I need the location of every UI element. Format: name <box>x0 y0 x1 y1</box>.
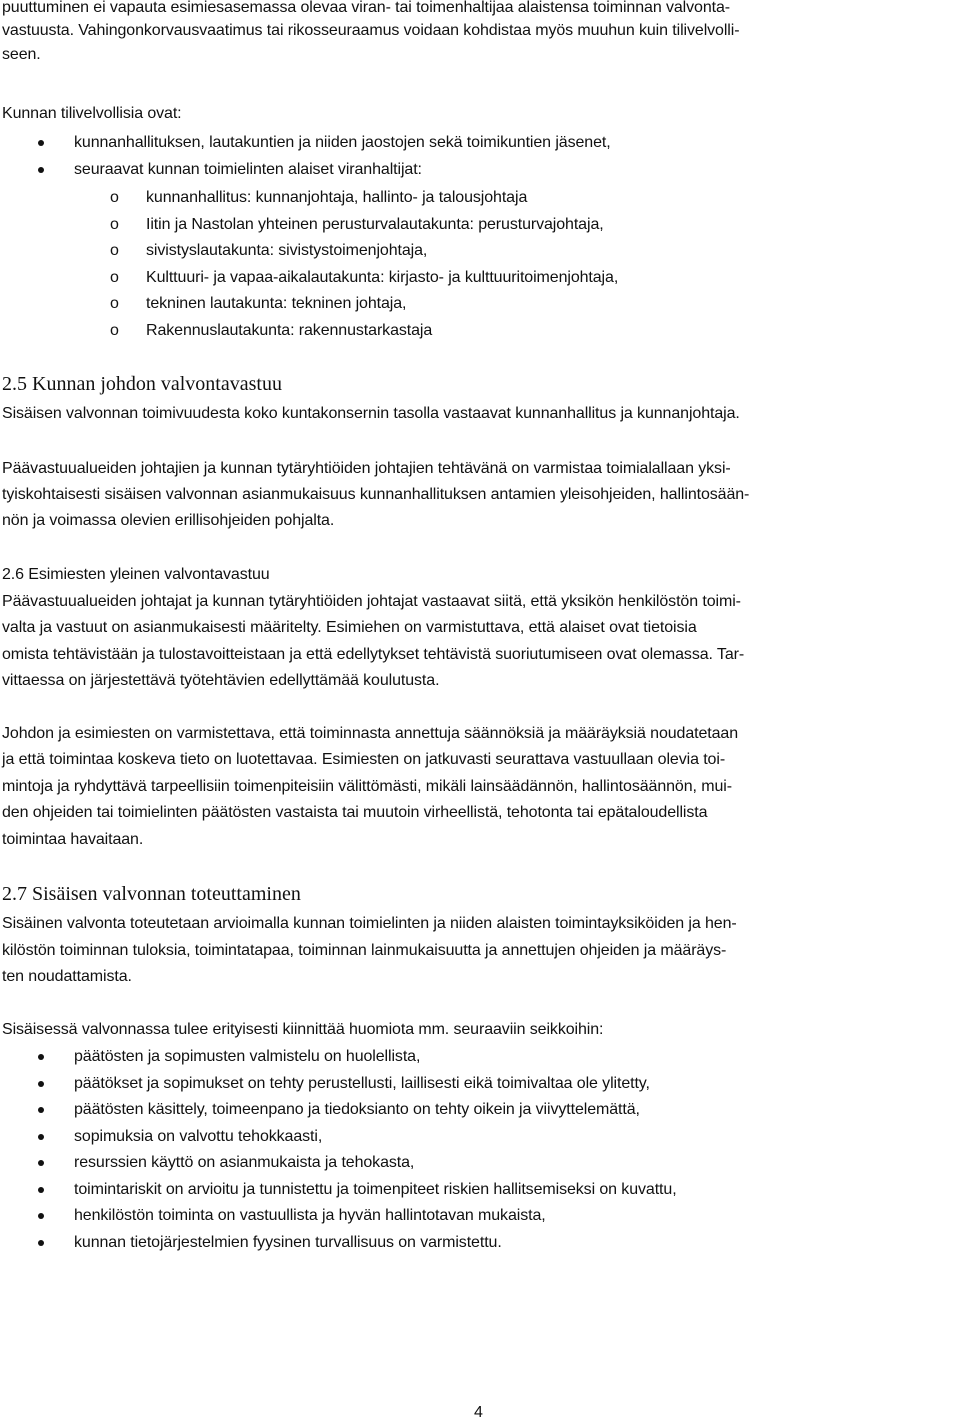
ring-bullet-icon: o <box>110 189 119 206</box>
sub-list-item: sivistyslautakunta: sivistystoimenjohtaja, <box>146 242 428 259</box>
paragraph-line: ten noudattamista. <box>2 968 132 985</box>
bullet-icon <box>38 1160 44 1166</box>
bullet-icon <box>38 1054 44 1060</box>
ring-bullet-icon: o <box>110 242 119 259</box>
list-item: seuraavat kunnan toimielinten alaiset viranhaltijat: <box>74 161 422 178</box>
paragraph-line: kilöstön toiminnan tuloksia, toimintatapaa, toiminnan lainmukaisuutta ja annettujen ohjeiden ja määräys- <box>2 942 727 959</box>
paragraph-line: tyiskohtaisesti sisäisen valvonnan asianmukaisuus kunnanhallituksen antamien yleisohjeiden, hallintosään- <box>2 486 750 503</box>
bullet-icon <box>38 1187 44 1193</box>
list-item: toimintariskit on arvioitu ja tunnistettu ja toimenpiteet riskien hallitsemiseksi on kuvattu, <box>74 1181 677 1198</box>
paragraph-line: Sisäinen valvonta toteutetaan arvioimalla kunnan toimielinten ja niiden alaisten toimintayksiköiden ja hen- <box>2 915 737 932</box>
section-heading: 2.7 Sisäisen valvonnan toteuttaminen <box>2 883 301 905</box>
list-item: päätösten ja sopimusten valmistelu on huolellista, <box>74 1048 421 1065</box>
list-item: resurssien käyttö on asianmukaista ja tehokasta, <box>74 1154 415 1171</box>
paragraph-line: valta ja vastuut on asianmukaisesti määritelty. Esimiehen on varmistuttava, että alaiset ovat tietoisia <box>2 619 697 636</box>
list-item: päätökset ja sopimukset on tehty perustellusti, laillisesti eikä toimivaltaa ole ylitetty, <box>74 1075 650 1092</box>
paragraph-line: omista tehtävistään ja tulostavoitteistaan ja että edellytykset tehtävistä suoriutumiseen ovat olemassa. Tar- <box>2 646 745 663</box>
paragraph-line: vittaessa on järjestettävä työtehtävien edellyttämää koulutusta. <box>2 672 440 689</box>
sub-list-item: tekninen lautakunta: tekninen johtaja, <box>146 295 407 312</box>
ring-bullet-icon: o <box>110 216 119 233</box>
ring-bullet-icon: o <box>110 322 119 339</box>
paragraph-line: mintoja ja ryhdyttävä tarpeellisiin toimenpiteisiin välittömästi, mikäli lainsäädännön, hallintosäännön, mui- <box>2 778 732 795</box>
bullet-icon <box>38 1240 44 1246</box>
bullet-icon <box>38 1081 44 1087</box>
paragraph-line: Sisäisessä valvonnassa tulee erityisesti kiinnittää huomiota mm. seuraaviin seikkoihin: <box>2 1021 604 1038</box>
list-item: sopimuksia on valvottu tehokkaasti, <box>74 1128 323 1145</box>
tilivelvolliset-lead: Kunnan tilivelvollisia ovat: <box>2 105 182 122</box>
intro-line: puuttuminen ei vapauta esimiesasemassa olevaa viran- tai toimenhaltijaa alaistensa toiminnan valvonta- <box>2 0 730 16</box>
sub-list-item: Iitin ja Nastolan yhteinen perusturvalautakunta: perusturvajohtaja, <box>146 216 604 233</box>
intro-line: vastuusta. Vahingonkorvausvaatimus tai rikosseuraamus voidaan kohdistaa myös muuhun kuin tilivelvolli- <box>2 22 740 39</box>
list-item: kunnan tietojärjestelmien fyysinen turvallisuus on varmistettu. <box>74 1234 502 1251</box>
page-number: 4 <box>474 1404 483 1421</box>
bullet-icon <box>38 140 44 146</box>
paragraph-line: Johdon ja esimiesten on varmistettava, että toiminnasta annettuja säännöksiä ja määräyksiä noudatetaan <box>2 725 739 742</box>
paragraph-line: Päävastuualueiden johtajat ja kunnan tytäryhtiöiden johtajat vastaavat siitä, että yksikön henkilöstön toimi- <box>2 593 741 610</box>
sub-list-item: Rakennuslautakunta: rakennustarkastaja <box>146 322 433 339</box>
ring-bullet-icon: o <box>110 295 119 312</box>
paragraph-line: nön ja voimassa olevien erillisohjeiden pohjalta. <box>2 512 335 529</box>
paragraph-line: toimintaa havaitaan. <box>2 831 144 848</box>
intro-line: seen. <box>2 46 41 63</box>
paragraph-line: den ohjeiden tai toimielinten päätösten vastaista tai muutoin virheellistä, tehotonta tai epätaloudellista <box>2 804 708 821</box>
sub-list-item: kunnanhallitus: kunnanjohtaja, hallinto- ja talousjohtaja <box>146 189 528 206</box>
section-heading: 2.6 Esimiesten yleinen valvontavastuu <box>2 566 270 583</box>
list-item: henkilöstön toiminta on vastuullista ja hyvän hallintotavan mukaista, <box>74 1207 546 1224</box>
bullet-icon <box>38 167 44 173</box>
bullet-icon <box>38 1107 44 1113</box>
ring-bullet-icon: o <box>110 269 119 286</box>
paragraph-line: ja että toimintaa koskeva tieto on luotettavaa. Esimiesten on jatkuvasti seurattava vastuullaan olevia toi- <box>2 751 726 768</box>
paragraph-line: Sisäisen valvonnan toimivuudesta koko kuntakonsernin tasolla vastaavat kunnanhallitus ja kunnanjohtaja. <box>2 405 740 422</box>
paragraph-line: Päävastuualueiden johtajien ja kunnan tytäryhtiöiden johtajien tehtävänä on varmistaa toimialallaan yksi- <box>2 460 731 477</box>
bullet-icon <box>38 1134 44 1140</box>
sub-list-item: Kulttuuri- ja vapaa-aikalautakunta: kirjasto- ja kulttuuritoimenjohtaja, <box>146 269 619 286</box>
section-heading: 2.5 Kunnan johdon valvontavastuu <box>2 373 282 395</box>
list-item: päätösten käsittely, toimeenpano ja tiedoksianto on tehty oikein ja viivyttelemättä, <box>74 1101 640 1118</box>
list-item: kunnanhallituksen, lautakuntien ja niiden jaostojen sekä toimikuntien jäsenet, <box>74 134 611 151</box>
bullet-icon <box>38 1213 44 1219</box>
